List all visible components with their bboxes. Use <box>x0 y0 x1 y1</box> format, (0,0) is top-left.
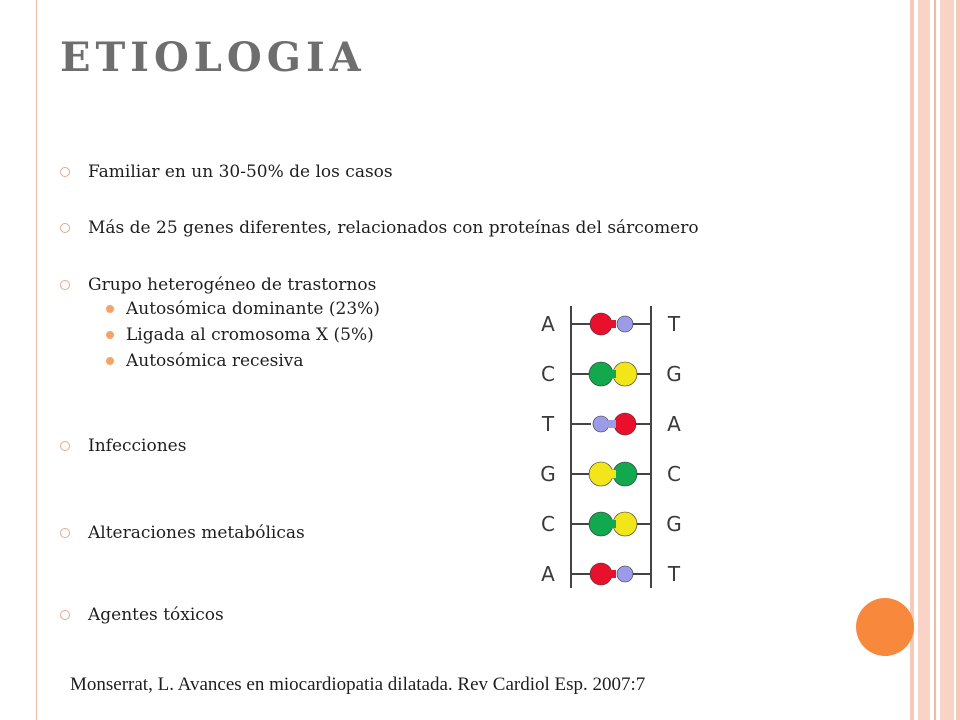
dna-right-letter: G <box>666 362 682 386</box>
subbullet-autosomica-dominante <box>106 299 380 319</box>
subbullet-dot-icon <box>106 357 114 365</box>
dna-base-right <box>617 316 633 332</box>
subbullet-ligada-x <box>106 325 374 345</box>
dna-left-letter: G <box>540 462 556 486</box>
stripe <box>918 0 930 720</box>
bullet-text: Alteraciones metabólicas <box>88 523 305 543</box>
dna-base-right <box>613 512 637 536</box>
dna-base-right <box>617 566 633 582</box>
dna-right-letter: G <box>666 512 682 536</box>
bullet-text: Más de 25 genes diferentes, relacionados con proteínas del sárcomero <box>88 218 699 238</box>
dna-right-letter: T <box>667 562 681 586</box>
stripe <box>956 0 960 720</box>
dna-base-connector <box>608 370 616 378</box>
citation: Monserrat, L. Avances en miocardiopatia dilatada. Rev Cardiol Esp. 2007:7 <box>70 674 646 695</box>
dna-left-letter: A <box>541 312 555 336</box>
subbullet-text: Autosómica dominante (23%) <box>126 299 380 319</box>
dna-base-connector <box>608 320 616 328</box>
slide-title: ETIOLOGIA <box>60 34 366 81</box>
dna-base-connector <box>608 470 616 478</box>
bullet-familiar <box>60 162 393 182</box>
bullet-ring-icon <box>60 610 70 620</box>
bullet-ring-icon <box>60 441 70 451</box>
dna-base-right <box>613 362 637 386</box>
bullet-agentes <box>60 605 224 625</box>
dna-base-connector <box>608 570 616 578</box>
dna-right-letter: T <box>667 312 681 336</box>
decorative-stripes <box>910 0 960 720</box>
dna-base-right <box>613 462 637 486</box>
bullet-grupo <box>60 275 376 295</box>
bullet-alteraciones <box>60 523 305 543</box>
dna-right-letter: A <box>667 412 681 436</box>
dna-base-connector <box>608 420 616 428</box>
bullet-ring-icon <box>60 167 70 177</box>
dna-base-pair-diagram <box>540 298 690 598</box>
bullet-genes <box>60 218 699 238</box>
stripe <box>934 0 936 720</box>
bullet-ring-icon <box>60 223 70 233</box>
stripe <box>910 0 914 720</box>
dna-base-connector <box>608 520 616 528</box>
dna-left-letter: A <box>541 562 555 586</box>
bullet-ring-icon <box>60 528 70 538</box>
bullet-text: Grupo heterogéneo de trastornos <box>88 275 377 295</box>
subbullet-text: Autosómica recesiva <box>126 351 304 371</box>
frame-left-line <box>36 0 37 720</box>
subbullet-autosomica-recesiva <box>106 351 304 371</box>
decorative-orange-circle <box>856 598 914 656</box>
bullet-text: Agentes tóxicos <box>88 605 224 625</box>
subbullet-dot-icon <box>106 305 114 313</box>
bullet-text: Infecciones <box>88 436 187 456</box>
subbullet-text: Ligada al cromosoma X (5%) <box>126 325 374 345</box>
bullet-text: Familiar en un 30-50% de los casos <box>88 162 393 182</box>
dna-left-letter: C <box>541 512 555 536</box>
stripe <box>940 0 954 720</box>
subbullet-dot-icon <box>106 331 114 339</box>
dna-base-right <box>614 413 636 435</box>
bullet-infecciones <box>60 436 186 456</box>
dna-base-left <box>593 416 609 432</box>
dna-left-letter: C <box>541 362 555 386</box>
dna-right-letter: C <box>667 462 681 486</box>
bullet-ring-icon <box>60 280 70 290</box>
dna-left-letter: T <box>541 412 555 436</box>
